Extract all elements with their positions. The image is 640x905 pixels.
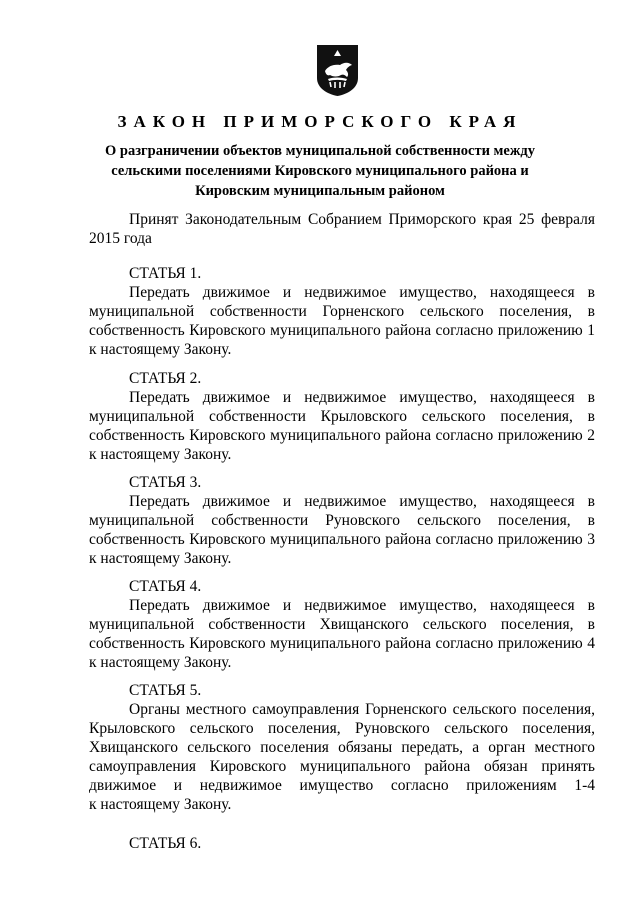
article-text-line: собственность Кировского муниципального района согласно приложению 3: [89, 531, 595, 548]
coat-of-arms-icon: [316, 44, 359, 97]
article-heading: СТАТЬЯ 3.: [129, 474, 202, 491]
article-text-line: к настоящему Закону.: [89, 550, 232, 567]
article-text-line: муниципальной собственности Руновского сельского поселения, в: [89, 512, 595, 529]
article-5: [89, 681, 595, 814]
article-heading: СТАТЬЯ 1.: [129, 265, 202, 282]
law-subtitle-line: Кировским муниципальным районом: [195, 183, 445, 199]
article-text-line: Передать движимое и недвижимое имущество, находящееся в: [129, 284, 595, 301]
article-text-line: Органы местного самоуправления Горненского сельского поселения,: [129, 701, 595, 718]
law-subtitle-line: сельскими поселениями Кировского муниципального района и: [111, 163, 529, 179]
law-subtitle-line: О разграничении объектов муниципальной собственности между: [105, 143, 535, 159]
article-text-line: самоуправления Кировского муниципального района обязан принять: [89, 758, 595, 775]
article-text-line: Передать движимое и недвижимое имущество, находящееся в: [129, 389, 595, 406]
article-text-line: собственность Кировского муниципального района согласно приложению 4: [89, 635, 595, 652]
article-text-line: к настоящему Закону.: [89, 654, 232, 671]
article-text-line: Передать движимое и недвижимое имущество, находящееся в: [129, 493, 595, 510]
article-3: [89, 473, 595, 568]
article-text-line: собственность Кировского муниципального района согласно приложению 2: [89, 427, 595, 444]
article-text-line: муниципальной собственности Горненского сельского поселения, в: [89, 303, 595, 320]
article-text-line: муниципальной собственности Крыловского сельского поселения, в: [89, 408, 595, 425]
article-text-line: Крыловского сельского поселения, Руновского сельского поселения,: [89, 720, 595, 737]
article-text-line: движимое и недвижимое имущество согласно приложениям 1-4: [89, 777, 595, 794]
article-heading: СТАТЬЯ 4.: [129, 578, 202, 595]
article-1: [89, 264, 595, 359]
law-subtitle: [92, 141, 548, 201]
adoption-note: [89, 210, 595, 248]
article-text-line: к настоящему Закону.: [89, 341, 232, 358]
article-text-line: Передать движимое и недвижимое имущество, находящееся в: [129, 597, 595, 614]
article-text-line: собственность Кировского муниципального района согласно приложению 1: [89, 322, 595, 339]
article-2: [89, 369, 595, 464]
article-heading: СТАТЬЯ 6.: [129, 835, 202, 852]
article-heading: СТАТЬЯ 2.: [129, 370, 202, 387]
adoption-note-line: Принят Законодательным Собранием Приморского края 25 февраля: [129, 211, 595, 228]
article-6: [89, 834, 595, 853]
law-title: ЗАКОН ПРИМОРСКОГО КРАЯ: [117, 112, 523, 131]
article-text-line: к настоящему Закону.: [89, 796, 232, 813]
article-text-line: муниципальной собственности Хвищанского сельского поселения, в: [89, 616, 595, 633]
article-text-line: Хвищанского сельского поселения обязаны передать, а орган местного: [89, 739, 595, 756]
article-text-line: к настоящему Закону.: [89, 446, 232, 463]
adoption-note-line: 2015 года: [89, 230, 152, 247]
article-heading: СТАТЬЯ 5.: [129, 682, 202, 699]
article-4: [89, 577, 595, 672]
